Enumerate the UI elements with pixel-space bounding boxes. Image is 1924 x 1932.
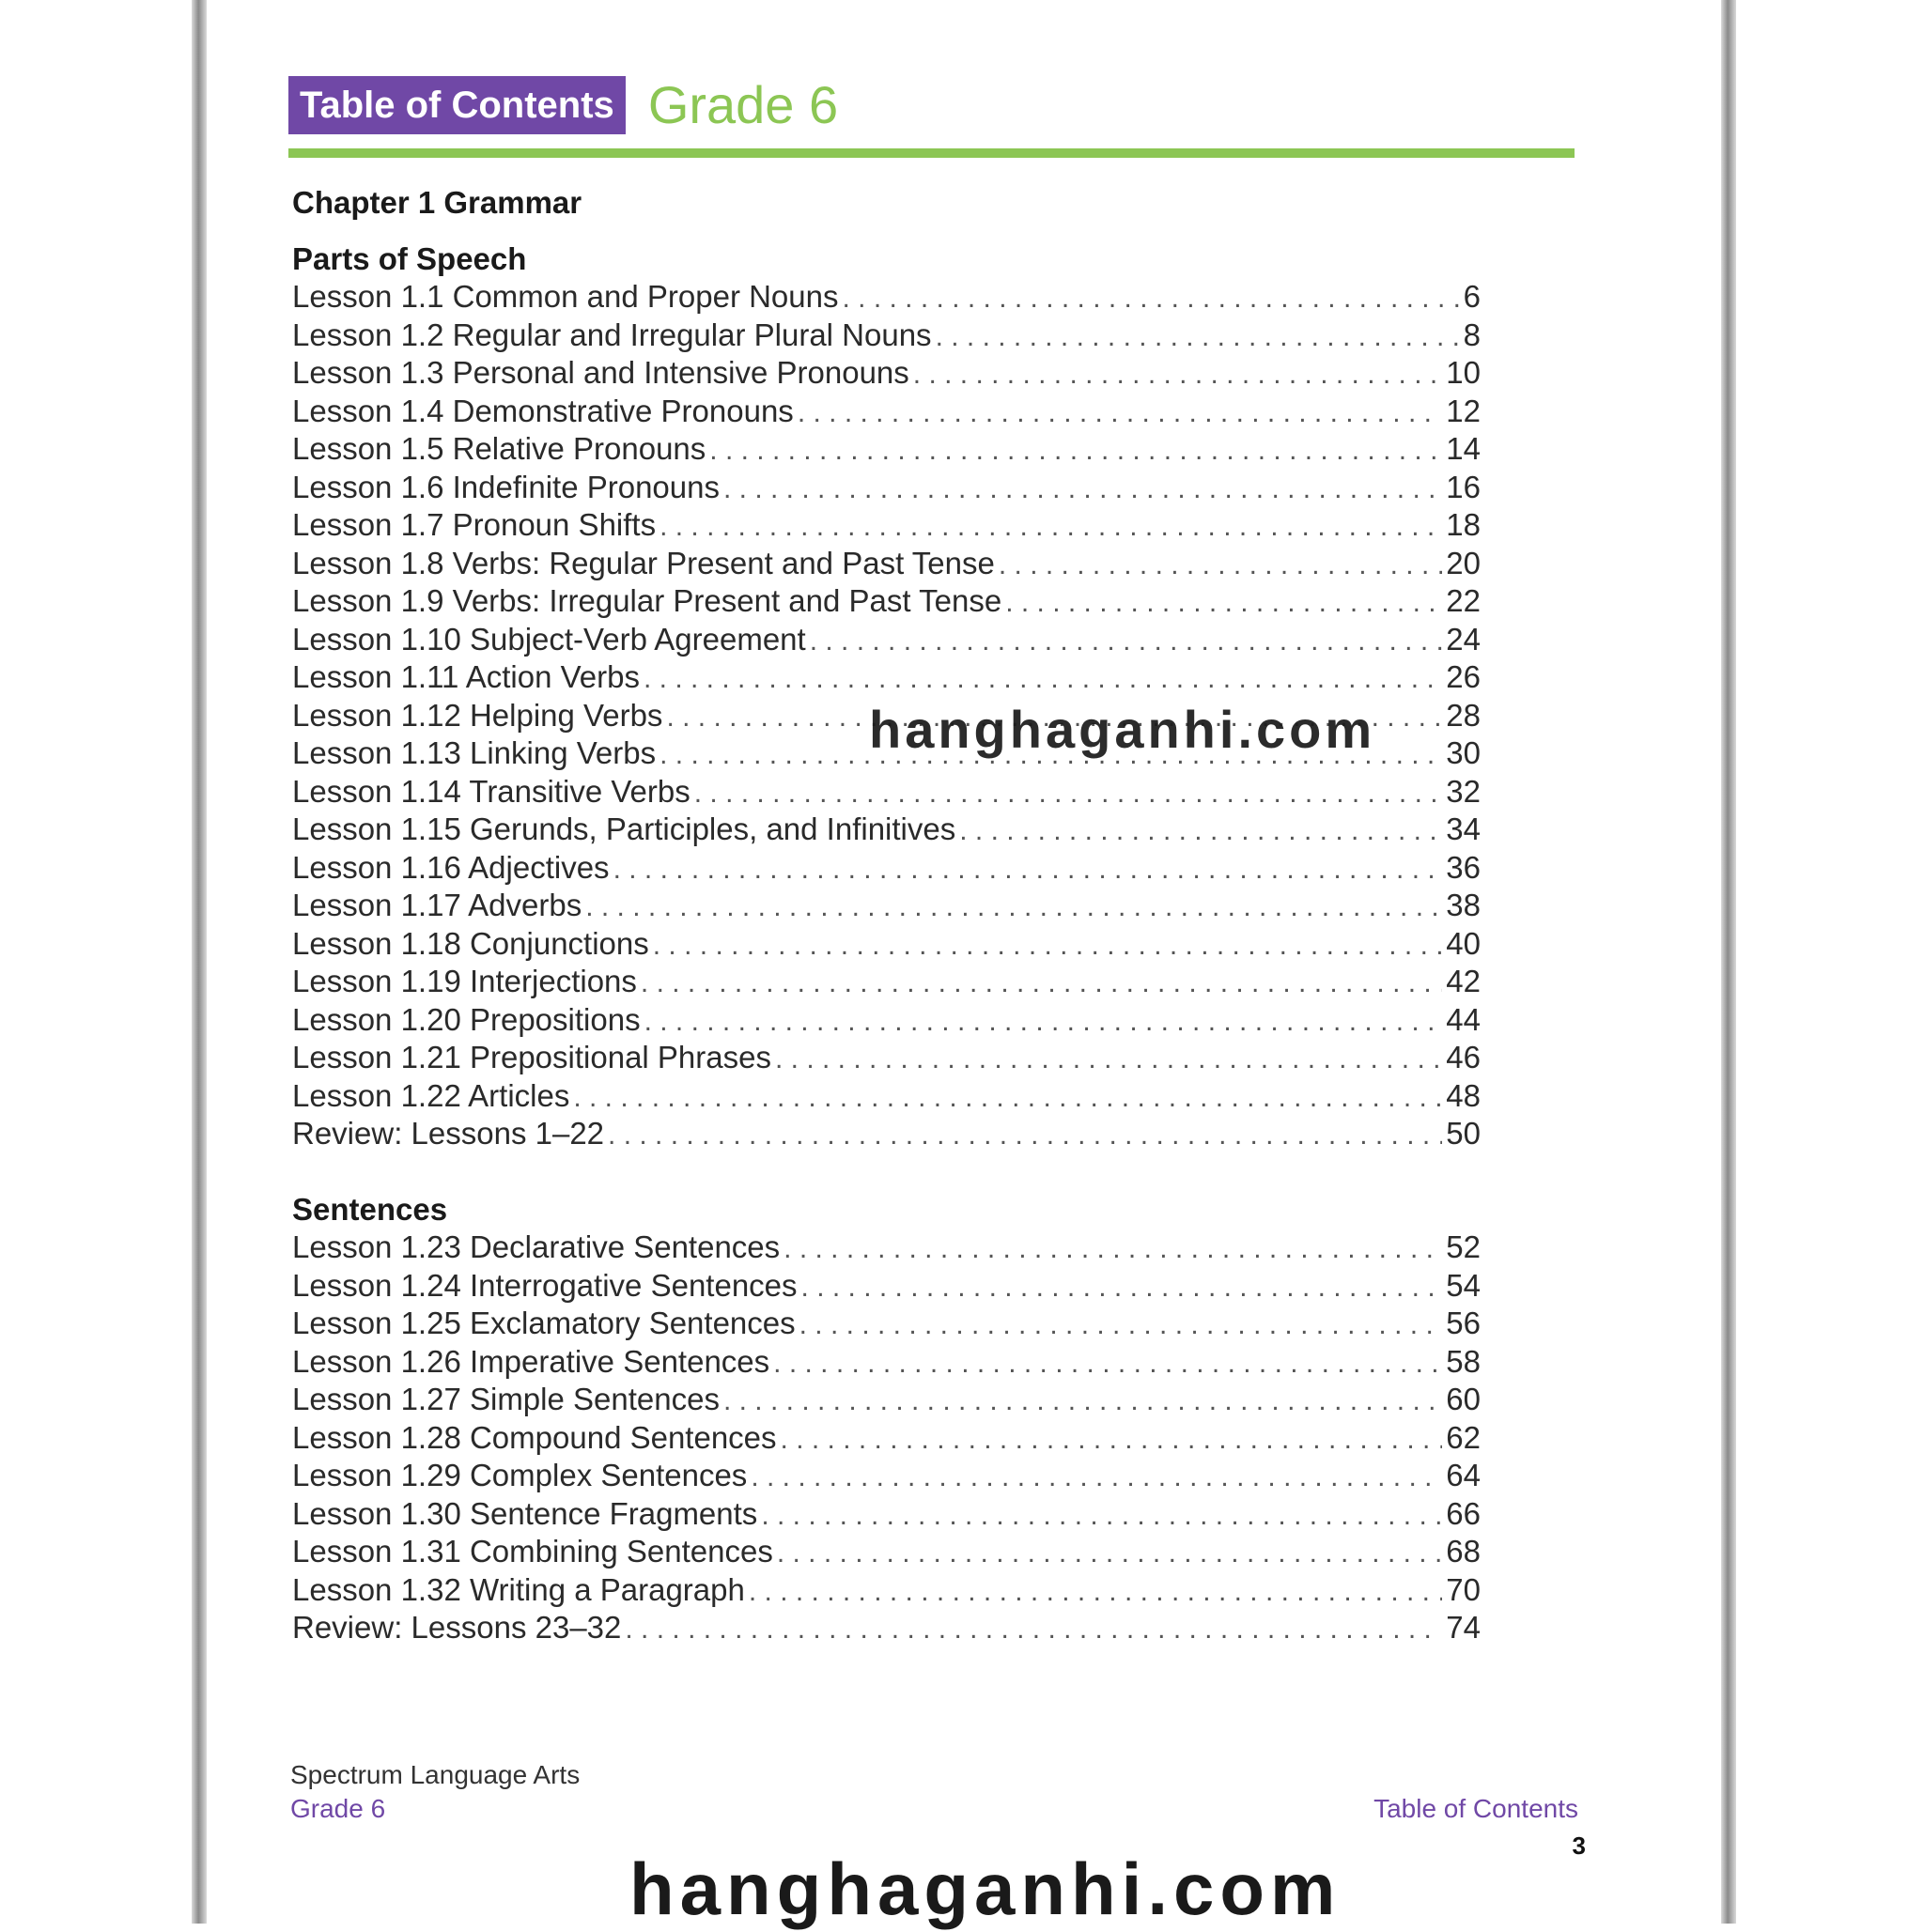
toc-entry-page: 26	[1446, 659, 1481, 694]
toc-entry	[292, 849, 1481, 888]
dot-leader	[644, 660, 1442, 699]
toc-entry	[292, 621, 1481, 659]
toc-entry-label: Lesson 1.17 Adverbs	[292, 888, 582, 922]
dot-leader	[641, 965, 1442, 1003]
watermark-footer-text: hanghaganhi.com	[629, 1847, 1342, 1930]
toc-entry-label: Lesson 1.21 Prepositional Phrases	[292, 1040, 771, 1074]
toc-entry-label: Lesson 1.27 Simple Sentences	[292, 1382, 720, 1416]
chapter-title: Chapter 1 Grammar	[292, 185, 582, 220]
toc-entry-label: Lesson 1.30 Sentence Fragments	[292, 1495, 758, 1531]
toc-entry-label: Lesson 1.24 Interrogative Sentences	[292, 1267, 798, 1303]
toc-entry	[292, 278, 1481, 317]
dot-leader	[749, 1573, 1442, 1612]
toc-entry-page: 6	[1463, 279, 1481, 314]
toc-entry-label: Lesson 1.22 Articles	[292, 1077, 570, 1113]
toc-entry-label: Lesson 1.2 Regular and Irregular Plural Nouns	[292, 317, 932, 352]
toc-entry-label: Lesson 1.3 Personal and Intensive Pronouns	[292, 355, 909, 390]
toc-entry	[292, 1077, 1481, 1116]
toc-entry	[292, 811, 1481, 849]
toc-entry-label: Lesson 1.7 Pronoun Shifts	[292, 507, 657, 542]
toc-entry-page: 20	[1446, 545, 1481, 580]
toc-entry-page: 30	[1446, 735, 1481, 770]
dot-leader	[801, 1269, 1443, 1307]
toc-entry-page: 32	[1446, 773, 1481, 809]
page-left-shadow	[192, 0, 207, 1924]
toc-entry-label: Lesson 1.28 Compound Sentences	[292, 1419, 777, 1455]
dot-leader	[709, 432, 1442, 471]
header-divider	[288, 148, 1575, 158]
dot-leader	[694, 775, 1443, 813]
footer-grade: Grade 6	[290, 1794, 386, 1823]
dot-leader	[798, 394, 1442, 433]
toc-entry-page: 56	[1446, 1306, 1481, 1340]
toc-entry-label: Lesson 1.23 Declarative Sentences	[292, 1229, 781, 1264]
toc-entry-label: Lesson 1.14 Transitive Verbs	[292, 773, 690, 809]
toc-entry	[292, 469, 1481, 507]
page-number: 3	[1572, 1832, 1586, 1860]
footer-section-name: Table of Contents	[1373, 1794, 1578, 1823]
toc-entry-page: 48	[1446, 1077, 1481, 1113]
toc-entry	[292, 1229, 1481, 1267]
dot-leader	[773, 1345, 1442, 1383]
section-heading: Sentences	[292, 1192, 448, 1227]
dot-leader	[653, 927, 1443, 966]
dot-leader	[644, 1003, 1443, 1042]
toc-badge: Table of Contents	[288, 76, 626, 134]
dot-leader	[999, 547, 1442, 585]
dot-leader	[608, 1117, 1442, 1155]
toc-entry-label: Review: Lessons 23–32	[292, 1610, 622, 1645]
toc-entry	[292, 1419, 1481, 1458]
toc-entry-label: Lesson 1.18 Conjunctions	[292, 925, 649, 961]
toc-entry-page: 14	[1446, 431, 1481, 466]
toc-entry-page: 22	[1446, 583, 1481, 618]
toc-entry-label: Lesson 1.10 Subject-Verb Agreement	[292, 621, 806, 657]
toc-entry-label: Lesson 1.15 Gerunds, Participles, and Infinitives	[292, 811, 956, 846]
dot-leader	[659, 508, 1442, 547]
toc-entry-label: Lesson 1.11 Action Verbs	[292, 659, 640, 694]
toc-entry	[292, 1457, 1481, 1495]
toc-entry-page: 18	[1446, 507, 1481, 542]
toc-entry-page: 12	[1446, 393, 1481, 428]
section-sentences	[292, 1191, 1481, 1647]
toc-entry	[292, 430, 1481, 469]
toc-entry	[292, 582, 1481, 621]
toc-entry-page: 66	[1446, 1495, 1481, 1531]
toc-entry-label: Lesson 1.26 Imperative Sentences	[292, 1343, 770, 1379]
toc-entry-page: 52	[1446, 1229, 1481, 1264]
toc-entry-page: 38	[1446, 888, 1481, 922]
toc-entry-page: 50	[1446, 1116, 1481, 1151]
toc-entry-page: 64	[1446, 1458, 1481, 1492]
section-heading: Parts of Speech	[292, 241, 527, 276]
toc-entry-page: 60	[1446, 1382, 1481, 1416]
toc-entry	[292, 1533, 1481, 1571]
dot-leader	[1005, 584, 1442, 623]
toc-entry	[292, 963, 1481, 1001]
toc-entry	[292, 506, 1481, 545]
toc-entry-label: Lesson 1.20 Prepositions	[292, 1001, 641, 1037]
toc-entry	[292, 1609, 1481, 1647]
toc-entry-label: Lesson 1.9 Verbs: Irregular Present and Past Tense	[292, 583, 1002, 618]
toc-entry	[292, 1115, 1481, 1153]
toc-entry	[292, 1305, 1481, 1343]
toc-entry	[292, 658, 1481, 697]
dot-leader	[784, 1230, 1442, 1269]
toc-entry-label: Lesson 1.25 Exclamatory Sentences	[292, 1306, 796, 1340]
toc-entry	[292, 393, 1481, 431]
page-header	[288, 75, 838, 135]
toc-entry-page: 8	[1463, 317, 1481, 352]
toc-entry-label: Lesson 1.12 Helping Verbs	[292, 697, 663, 733]
toc-entry-label: Lesson 1.6 Indefinite Pronouns	[292, 469, 720, 504]
toc-entry-page: 54	[1446, 1267, 1481, 1303]
toc-entry-page: 74	[1446, 1610, 1481, 1645]
toc-entry-page: 16	[1446, 469, 1481, 504]
toc-entry-page: 42	[1446, 964, 1481, 998]
toc-entry-page: 40	[1446, 925, 1481, 961]
dot-leader	[723, 1383, 1442, 1421]
toc-entry-label: Review: Lessons 1–22	[292, 1116, 605, 1151]
dot-leader	[810, 623, 1443, 661]
toc-entry	[292, 887, 1481, 925]
toc-entry	[292, 545, 1481, 583]
toc-entry-label: Lesson 1.31 Combining Sentences	[292, 1534, 773, 1569]
toc-entry-page: 70	[1446, 1571, 1481, 1607]
toc-entry	[292, 925, 1481, 964]
toc-entry-label: Lesson 1.29 Complex Sentences	[292, 1458, 748, 1492]
toc-entry	[292, 354, 1481, 393]
dot-leader	[936, 318, 1460, 357]
toc-entry	[292, 773, 1481, 811]
dot-leader	[625, 1611, 1442, 1649]
toc-entry	[292, 1267, 1481, 1306]
toc-entry	[292, 317, 1481, 355]
toc-entry-page: 34	[1446, 811, 1481, 846]
toc-entry-label: Lesson 1.32 Writing a Paragraph	[292, 1571, 745, 1607]
toc-entry-page: 68	[1446, 1534, 1481, 1569]
toc-entry	[292, 1001, 1481, 1040]
dot-leader	[613, 851, 1443, 889]
dot-leader	[723, 471, 1442, 509]
dot-leader	[777, 1535, 1442, 1573]
dot-leader	[781, 1421, 1443, 1460]
dot-leader	[913, 356, 1443, 394]
dot-leader	[573, 1079, 1442, 1118]
toc-entry-label: Lesson 1.8 Verbs: Regular Present and Past Tense	[292, 545, 995, 580]
dot-leader	[585, 889, 1442, 927]
toc-entry-page: 58	[1446, 1343, 1481, 1379]
toc-entry-label: Lesson 1.4 Demonstrative Pronouns	[292, 393, 794, 428]
toc-entry-list	[292, 1229, 1481, 1647]
toc-entry-label: Lesson 1.13 Linking Verbs	[292, 735, 657, 770]
footer-series-title: Spectrum Language Arts	[290, 1760, 581, 1789]
grade-title: Grade 6	[647, 75, 839, 134]
watermark-text: hanghaganhi.com	[869, 700, 1376, 759]
toc-entry	[292, 1381, 1481, 1419]
toc-entry	[292, 1039, 1481, 1077]
toc-entry-page: 36	[1446, 849, 1481, 885]
toc-entry-page: 10	[1446, 355, 1481, 390]
toc-entry	[292, 1343, 1481, 1382]
toc-entry-page: 44	[1446, 1001, 1481, 1037]
toc-entry-page: 24	[1446, 621, 1481, 657]
toc-entry-label: Lesson 1.1 Common and Proper Nouns	[292, 279, 839, 314]
dot-leader	[775, 1041, 1442, 1079]
toc-entry-label: Lesson 1.19 Interjections	[292, 964, 637, 998]
toc-entry	[292, 1495, 1481, 1534]
section-parts-of-speech	[292, 240, 1481, 1153]
dot-leader	[843, 280, 1460, 318]
toc-entry-page: 62	[1446, 1419, 1481, 1455]
dot-leader	[761, 1497, 1442, 1536]
page-right-shadow	[1721, 0, 1736, 1924]
dot-leader	[959, 812, 1442, 851]
toc-entry-page: 46	[1446, 1040, 1481, 1074]
toc-entry-label: Lesson 1.16 Adjectives	[292, 849, 610, 885]
toc-entry-label: Lesson 1.5 Relative Pronouns	[292, 431, 706, 466]
toc-entry-page: 28	[1446, 697, 1481, 733]
dot-leader	[751, 1459, 1442, 1497]
toc-entry	[292, 1571, 1481, 1610]
dot-leader	[799, 1306, 1443, 1345]
